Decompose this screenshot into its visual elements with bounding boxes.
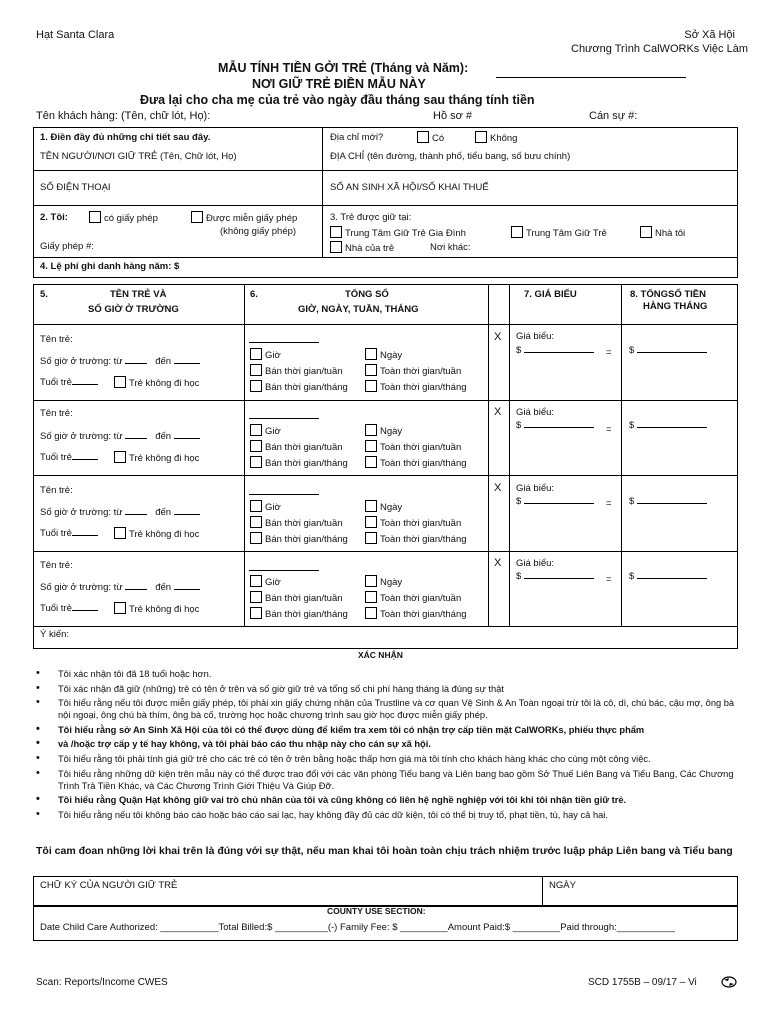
fulltime-month-option[interactable]: Toàn thời gian/tháng bbox=[365, 607, 467, 620]
monthly-total-field[interactable]: $ bbox=[629, 345, 707, 356]
fulltime-week-option[interactable]: Toàn thời gian/tuần bbox=[365, 516, 461, 529]
rate-label: Giá biểu: bbox=[516, 558, 555, 569]
checkbox[interactable] bbox=[330, 241, 342, 253]
checkbox[interactable] bbox=[250, 348, 262, 360]
multiply-sign: X bbox=[494, 406, 502, 418]
section1-heading: 1. Điền đầy đủ những chi tiết sau đây. bbox=[40, 132, 211, 143]
list-item: • Tôi hiểu rằng tôi phải tính giá giữ trẻ cho các trẻ có tên ở trên bằng hoặc thấp hơn giá mà tôi tính cho khách hàng khác cho cùng một công việc. bbox=[36, 753, 736, 765]
equals-sign: = bbox=[606, 574, 612, 585]
form-section-box bbox=[33, 127, 738, 278]
day-option[interactable]: Ngày bbox=[365, 500, 402, 513]
day-option[interactable]: Ngày bbox=[365, 575, 402, 588]
recycle-icon bbox=[720, 975, 738, 994]
multiply-sign: X bbox=[494, 557, 502, 569]
rate-label: Giá biểu: bbox=[516, 483, 555, 494]
checkbox[interactable] bbox=[191, 211, 203, 223]
equals-sign: = bbox=[606, 424, 612, 435]
declaration-text: Tôi cam đoan những lời khai trên là đúng với sự thật, nếu man khai tôi hoàn toàn chịu trách nhiệm trước luập pháp Liên bang và Tiểu bang bbox=[36, 845, 733, 857]
fulltime-week-option[interactable]: Toàn thời gian/tuần bbox=[365, 440, 461, 453]
col8-header-line1: 8. TỔNGSỐ TIỀN bbox=[630, 289, 707, 300]
address-field[interactable]: ĐỊA CHỈ (tên đường, thành phố, tiểu bang, số bưu chính) bbox=[330, 151, 571, 162]
form-subtitle: NƠI GIỮ TRẺ ĐIỀN MẪU NÀY bbox=[252, 77, 426, 91]
hour-option[interactable]: Giờ bbox=[250, 348, 281, 361]
checkbox[interactable] bbox=[114, 527, 126, 539]
checkbox[interactable] bbox=[114, 451, 126, 463]
school-hours-field[interactable]: Số giờ ở trường: từ đến bbox=[40, 356, 200, 367]
checkbox[interactable] bbox=[365, 348, 377, 360]
form-number: SCD 1755B – 09/17 – Vi bbox=[588, 977, 697, 988]
checkbox[interactable] bbox=[250, 440, 262, 452]
school-hours-field[interactable]: Số giờ ở trường: từ đến bbox=[40, 431, 200, 442]
hour-option[interactable]: Giờ bbox=[250, 575, 281, 588]
col5-number: 5. bbox=[40, 289, 48, 300]
parttime-month-option[interactable]: Bán thời gian/tháng bbox=[250, 456, 348, 469]
child-age-field[interactable]: Tuổi trẻ bbox=[40, 377, 98, 388]
program-name: Chương Trình CalWORKs Việc Làm bbox=[571, 43, 748, 55]
fulltime-week-option[interactable]: Toàn thời gian/tuần bbox=[365, 364, 461, 377]
parttime-month-option[interactable]: Bán thời gian/tháng bbox=[250, 607, 348, 620]
county-name: Hạt Santa Clara bbox=[36, 29, 115, 41]
hour-option[interactable]: Giờ bbox=[250, 424, 281, 437]
checkbox[interactable] bbox=[250, 456, 262, 468]
my-home-option[interactable]: Nhà tôi bbox=[640, 226, 685, 239]
checkbox[interactable] bbox=[365, 516, 377, 528]
child-age-field[interactable]: Tuổi trẻ bbox=[40, 603, 98, 614]
col5-header-line2: SỐ GIỜ Ở TRƯỜNG bbox=[88, 304, 179, 315]
not-in-school-option[interactable]: Trẻ không đi học bbox=[114, 376, 199, 389]
total-amount-line[interactable] bbox=[249, 418, 319, 419]
checkbox[interactable] bbox=[250, 516, 262, 528]
section3-label: 3. Trẻ được giữ tại: bbox=[330, 212, 412, 223]
day-option[interactable]: Ngày bbox=[365, 424, 402, 437]
checkbox[interactable] bbox=[114, 376, 126, 388]
hour-option[interactable]: Giờ bbox=[250, 500, 281, 513]
checkbox[interactable] bbox=[640, 226, 652, 238]
multiply-sign: X bbox=[494, 331, 502, 343]
checkbox[interactable] bbox=[365, 440, 377, 452]
day-option[interactable]: Ngày bbox=[365, 348, 402, 361]
fulltime-month-option[interactable]: Toàn thời gian/tháng bbox=[365, 532, 467, 545]
exempt-option[interactable]: Được miễn giấy phép bbox=[191, 211, 297, 224]
rate-label: Giá biểu: bbox=[516, 407, 555, 418]
fulltime-month-option[interactable]: Toàn thời gian/tháng bbox=[365, 380, 467, 393]
month-year-line[interactable] bbox=[496, 77, 686, 78]
checkbox[interactable] bbox=[365, 607, 377, 619]
equals-sign: = bbox=[606, 498, 612, 509]
total-amount-line[interactable] bbox=[249, 570, 319, 571]
list-item: • Tôi hiểu rằng nếu tôi được miễn giấy phép, tôi phải xin giấy chứng nhận của Trustline và cơ quan Vệ Sinh & An Toàn ngoại trừ tôi là cô, dì, chú bác, cậu mợ, ông bà nội ngoại, ông chú bà thím, ông bà cố, trường học hoặc chương trình sau giờ học được miễn giấy phép. bbox=[36, 697, 736, 721]
checkbox[interactable] bbox=[250, 575, 262, 587]
child-age-field[interactable]: Tuổi trẻ bbox=[40, 528, 98, 539]
monthly-total-field[interactable]: $ bbox=[629, 420, 707, 431]
ssn-field[interactable]: SỐ AN SINH XÃ HỘI/SỐ KHAI THUẾ bbox=[330, 182, 489, 193]
checkbox[interactable] bbox=[365, 424, 377, 436]
agency-name: Sở Xã Hội bbox=[684, 29, 735, 41]
list-item: • Tôi hiểu rằng sở An Sinh Xã Hội của tôi có thể được dùng để kiểm tra xem tôi có nhận trợ cấp tiền mặt CalWORKs, phiếu thực phẩm bbox=[36, 724, 736, 736]
list-item: • Tôi xác nhận đã giữ (những) trẻ có tên ở trên và số giờ giữ trẻ và tổng số chi phí hàng tháng là đúng sự thật bbox=[36, 683, 736, 695]
monthly-total-field[interactable]: $ bbox=[629, 571, 707, 582]
monthly-total-field[interactable]: $ bbox=[629, 496, 707, 507]
annual-fee-field[interactable]: 4. Lệ phí ghi danh hàng năm: $ bbox=[40, 261, 180, 272]
parttime-week-option[interactable]: Bán thời gian/tuần bbox=[250, 591, 343, 604]
exempt-note: (không giấy phép) bbox=[220, 226, 297, 237]
certification-title: XÁC NHẬN bbox=[358, 650, 403, 660]
child-name-field[interactable]: Tên trẻ: bbox=[40, 485, 73, 496]
rate-label: Giá biểu: bbox=[516, 331, 555, 342]
col6-header-line2: GIỜ, NGÀY, TUẦN, THÁNG bbox=[298, 304, 419, 315]
child-age-field[interactable]: Tuổi trẻ bbox=[40, 452, 98, 463]
comments-field[interactable]: Ý kiến: bbox=[40, 629, 70, 640]
checkbox[interactable] bbox=[365, 364, 377, 376]
checkbox[interactable] bbox=[250, 591, 262, 603]
checkbox[interactable] bbox=[365, 500, 377, 512]
new-address-yes[interactable]: Có bbox=[417, 131, 444, 144]
date-field[interactable]: NGÀY bbox=[549, 880, 576, 891]
child-home-option[interactable]: Nhà của trẻ bbox=[330, 241, 394, 254]
not-in-school-option[interactable]: Trẻ không đi học bbox=[114, 527, 199, 540]
other-location-field[interactable]: Nơi khác: bbox=[430, 242, 471, 253]
list-item: • và /hoặc trợ cấp y tế hay không, và tôi phải báo cáo thu nhập này cho cán sự xã hội. bbox=[36, 738, 736, 750]
client-name-label[interactable]: Tên khách hàng: (Tên, chữ lót, Họ): bbox=[36, 110, 211, 122]
checkbox[interactable] bbox=[330, 226, 342, 238]
parttime-week-option[interactable]: Bán thời gian/tuần bbox=[250, 440, 343, 453]
list-item: • Tôi hiểu rằng Quận Hạt không giữ vai trò chủ nhân của tôi và cũng không có liên hệ nghề nghiệp với tôi khi tôi nhận tiền giữ trẻ. bbox=[36, 794, 736, 806]
checkbox[interactable] bbox=[250, 380, 262, 392]
parttime-week-option[interactable]: Bán thời gian/tuần bbox=[250, 364, 343, 377]
footer-scan: Scan: Reports/Income CWES bbox=[36, 977, 168, 988]
checkbox[interactable] bbox=[89, 211, 101, 223]
form-title: MẪU TÍNH TIỀN GỞI TRẺ (Tháng và Năm): bbox=[218, 61, 469, 75]
section2-label: 2. Tôi: bbox=[40, 212, 68, 223]
col5-header-line1: TÊN TRẺ VÀ bbox=[110, 289, 167, 300]
list-item: • Tôi hiểu rằng nếu tôi không báo cáo hoặc báo cáo sai lạc, hay không đầy đủ các dữ kiện, tôi có thể bị truy tố, phạt tiền, tù, hay cả hai. bbox=[36, 809, 736, 821]
care-center-option[interactable]: Trung Tâm Giữ Trẻ bbox=[511, 226, 607, 239]
parttime-month-option[interactable]: Bán thời gian/tháng bbox=[250, 380, 348, 393]
list-item: • Tôi hiểu rằng những dữ kiện trên mẫu này có thể được trao đổi với các văn phòng Tiểu bang và Liên bang bao gồm Sở Thuế Liên Bang và Tiểu Bang, Các Chương Trình Trả Tiền Khác, và Các Chương Trình Giới Thiệu Và Giúp Đỡ. bbox=[36, 768, 736, 792]
total-amount-line[interactable] bbox=[249, 342, 319, 343]
total-amount-line[interactable] bbox=[249, 494, 319, 495]
multiply-sign: X bbox=[494, 482, 502, 494]
new-address-no[interactable]: Không bbox=[475, 131, 517, 144]
col7-header: 7. GIÁ BIỂU bbox=[524, 289, 577, 300]
form-instruction: Đưa lại cho cha mẹ của trẻ vào ngày đầu tháng sau tháng tính tiền bbox=[140, 93, 535, 107]
school-hours-field[interactable]: Số giờ ở trường: từ đến bbox=[40, 507, 200, 518]
checkbox[interactable] bbox=[250, 500, 262, 512]
parttime-month-option[interactable]: Bán thời gian/tháng bbox=[250, 532, 348, 545]
checkbox[interactable] bbox=[365, 380, 377, 392]
checkbox[interactable] bbox=[365, 575, 377, 587]
license-number-field[interactable]: Giấy phép #: bbox=[40, 241, 94, 252]
phone-field[interactable]: SỐ ĐIỆN THOẠI bbox=[40, 182, 111, 193]
rate-field[interactable]: $ bbox=[516, 420, 594, 431]
signature-field[interactable]: CHỮ KÝ CỦA NGƯỜI GIỮ TRẺ bbox=[40, 880, 178, 891]
col8-header-line2: HÀNG THÁNG bbox=[643, 301, 708, 312]
licensed-option[interactable]: có giấy phép bbox=[89, 211, 158, 224]
checkbox[interactable] bbox=[365, 532, 377, 544]
child-name-field[interactable]: Tên trẻ: bbox=[40, 560, 73, 571]
rate-field[interactable]: $ bbox=[516, 571, 594, 582]
fulltime-week-option[interactable]: Toàn thời gian/tuần bbox=[365, 591, 461, 604]
checkbox[interactable] bbox=[365, 456, 377, 468]
list-item: • Tôi xác nhận tôi đã 18 tuổi hoặc hơn. bbox=[36, 668, 736, 680]
checkbox[interactable] bbox=[250, 607, 262, 619]
county-use-title: COUNTY USE SECTION: bbox=[327, 906, 426, 916]
case-number-label[interactable]: Hồ sơ # bbox=[433, 110, 473, 122]
fulltime-month-option[interactable]: Toàn thời gian/tháng bbox=[365, 456, 467, 469]
checkbox[interactable] bbox=[417, 131, 429, 143]
checkbox[interactable] bbox=[475, 131, 487, 143]
family-care-option[interactable]: Trung Tâm Giữ Trẻ Gia Đình bbox=[330, 226, 466, 239]
checkbox[interactable] bbox=[511, 226, 523, 238]
checkbox[interactable] bbox=[250, 532, 262, 544]
parttime-week-option[interactable]: Bán thời gian/tuần bbox=[250, 516, 343, 529]
checkbox[interactable] bbox=[250, 424, 262, 436]
child-name-field[interactable]: Tên trẻ: bbox=[40, 408, 73, 419]
checkbox[interactable] bbox=[114, 602, 126, 614]
equals-sign: = bbox=[606, 347, 612, 358]
col6-number: 6. bbox=[250, 289, 258, 300]
not-in-school-option[interactable]: Trẻ không đi học bbox=[114, 451, 199, 464]
not-in-school-option[interactable]: Trẻ không đi học bbox=[114, 602, 199, 615]
checkbox[interactable] bbox=[365, 591, 377, 603]
certification-list bbox=[36, 668, 736, 823]
worker-number-label[interactable]: Cán sự #: bbox=[589, 110, 638, 122]
new-address-label: Địa chỉ mới? bbox=[330, 132, 384, 143]
school-hours-field[interactable]: Số giờ ở trường: từ đến bbox=[40, 582, 200, 593]
county-use-fields[interactable]: Date Child Care Authorized: ___________Total Billed:$ __________(-) Family Fee: $ _________Amount Paid:$ _________Paid through:___________ bbox=[40, 922, 675, 933]
rate-field[interactable]: $ bbox=[516, 496, 594, 507]
child-name-field[interactable]: Tên trẻ: bbox=[40, 334, 73, 345]
col6-header-line1: TỔNG SỐ bbox=[345, 289, 389, 300]
rate-field[interactable]: $ bbox=[516, 345, 594, 356]
checkbox[interactable] bbox=[250, 364, 262, 376]
provider-name-field[interactable]: TÊN NGƯỜI/NƠI GIỮ TRẺ (Tên, Chữ lót, Họ) bbox=[40, 151, 237, 162]
